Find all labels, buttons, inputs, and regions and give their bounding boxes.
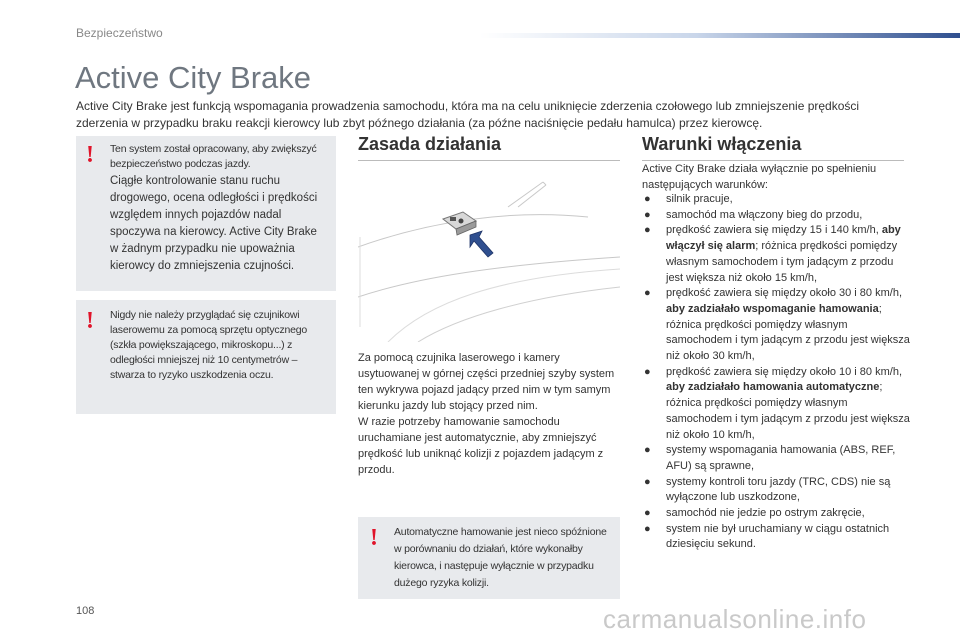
list-item [642, 506, 912, 522]
warning-note-braking [358, 517, 620, 599]
heading-warunki: Warunki włączenia [642, 134, 802, 154]
zasada-paragraph-1: Za pomocą czujnika laserowego i kamery usytuowanej w górnej części przedniej szyby system ten wykrywa pojazd jadący przed nim w tym samym kierunku jazdy lub stojący przed nim. [358, 352, 615, 412]
intro-paragraph: Active City Brake jest funkcją wspomagania prowadzenia samochodu, która ma na celu uniknięcie zderzenia czołowego lub zmniejszenie prędkości zderzenia w przypadku braku reakcji kierowcy lub zbyt późnego działania (za późne naciśnięcie pedału hamulca) przez kierowcę. [76, 99, 860, 130]
zasada-paragraph-2: W razie potrzeby hamowanie samochodu uruchamiane jest automatycznie, aby zmniejszyć prędkość lub uniknąć kolizji z pojazdem jadącym z przodu. [358, 416, 604, 476]
item-text: prędkość zawiera się między około 10 i 80 km/h, [666, 365, 902, 378]
note-text: Automatyczne hamowanie jest nieco spóźnione w porównaniu do działań, które wykonałby kierowca, i następuje wyłącznie w przypadku dużego ryzyka kolizji. [394, 526, 607, 589]
item-text: systemy kontroli toru jazdy (TRC, CDS) nie są wyłączone lub uszkodzone, [666, 475, 891, 504]
warning-icon: ! [86, 308, 94, 334]
bullet-icon: ● [644, 224, 651, 237]
item-text: prędkość zawiera się między 15 i 140 km/h, [666, 224, 882, 237]
note-text-small: Ten system został opracowany, aby zwiększyć bezpieczeństwo podczas jazdy. [110, 143, 317, 170]
warning-icon: ! [86, 142, 94, 168]
bullet-icon: ● [644, 287, 651, 300]
item-text-end: ; różnica prędkości pomiędzy własnym samochodem i tym jadącym z przodu jest większa niż około 10 km/h, [666, 381, 910, 441]
warning-note-attention [76, 136, 336, 291]
watermark: carmanualsonline.info [603, 604, 867, 634]
header-bar [480, 33, 960, 38]
list-item [642, 192, 912, 208]
windshield-sensor-illustration [358, 177, 620, 342]
list-item [642, 475, 912, 506]
warning-note-laser [76, 300, 336, 414]
item-bold: aby zadziałało wspomaganie hamowania [666, 302, 879, 315]
list-item [642, 522, 912, 553]
item-text: prędkość zawiera się między około 30 i 80 km/h, [666, 287, 902, 300]
note-text: Nigdy nie należy przyglądać się czujnikowi laserowemu za pomocą sprzętu optycznego (szkła powiększającego, mikroskopu...) z odległości mniejszej niż 10 centymetrów – stwarza to ryzyko uszkodzenia oczu. [110, 309, 308, 381]
item-text-end: ; różnica prędkości pomiędzy własnym samochodem i tym jadącym z przodu jest większa niż około 15 km/h, [666, 240, 898, 284]
item-text-end: ; różnica prędkości pomiędzy własnym samochodem i tym jadącym z przodu jest większa niż około 30 km/h, [666, 302, 910, 363]
list-item [642, 443, 912, 474]
bullet-icon: ● [644, 208, 651, 221]
conditions-list [642, 192, 912, 553]
list-item [642, 286, 912, 365]
bullet-icon: ● [644, 475, 651, 488]
page-number: 108 [76, 605, 95, 617]
heading-zasada: Zasada działania [358, 134, 502, 154]
list-item [642, 223, 912, 286]
warunki-intro: Active City Brake działa wyłącznie po spełnieniu następujących warunków: [642, 163, 877, 191]
divider [358, 160, 620, 161]
item-text: system nie był uruchamiany w ciągu ostatnich dziesięciu sekund. [666, 522, 890, 551]
list-item [642, 365, 912, 444]
section-tag: Bezpieczeństwo [76, 26, 163, 40]
pointer-arrow [470, 231, 493, 257]
bullet-icon: ● [644, 365, 651, 378]
page-title: Active City Brake [75, 60, 312, 95]
item-text: silnik pracuje, [666, 193, 733, 205]
zasada-text [358, 350, 620, 478]
bullet-icon: ● [644, 444, 651, 457]
bullet-icon: ● [644, 507, 651, 520]
item-bold: aby włączył się alarm [666, 224, 901, 253]
item-text: samochód nie jedzie po ostrym zakręcie, [666, 507, 865, 520]
item-text: samochód ma włączony bieg do przodu, [666, 208, 863, 221]
item-text: systemy wspomagania hamowania (ABS, REF, AFU) są sprawne, [666, 444, 896, 472]
bullet-icon: ● [644, 522, 651, 535]
list-item [642, 208, 912, 224]
bullet-icon: ● [644, 193, 651, 205]
warning-icon: ! [370, 525, 378, 551]
note-text-main: Ciągłe kontrolowanie stanu ruchu drogowego, ocena odległości i prędkości względem innych pojazdów nadal spoczywa na kierowcy. Active City Brake w żadnym przypadku nie upoważnia kierowcy do zmniejszenia czujności. [110, 175, 318, 272]
item-bold: aby zadziałało hamowania automatyczne [666, 381, 880, 394]
